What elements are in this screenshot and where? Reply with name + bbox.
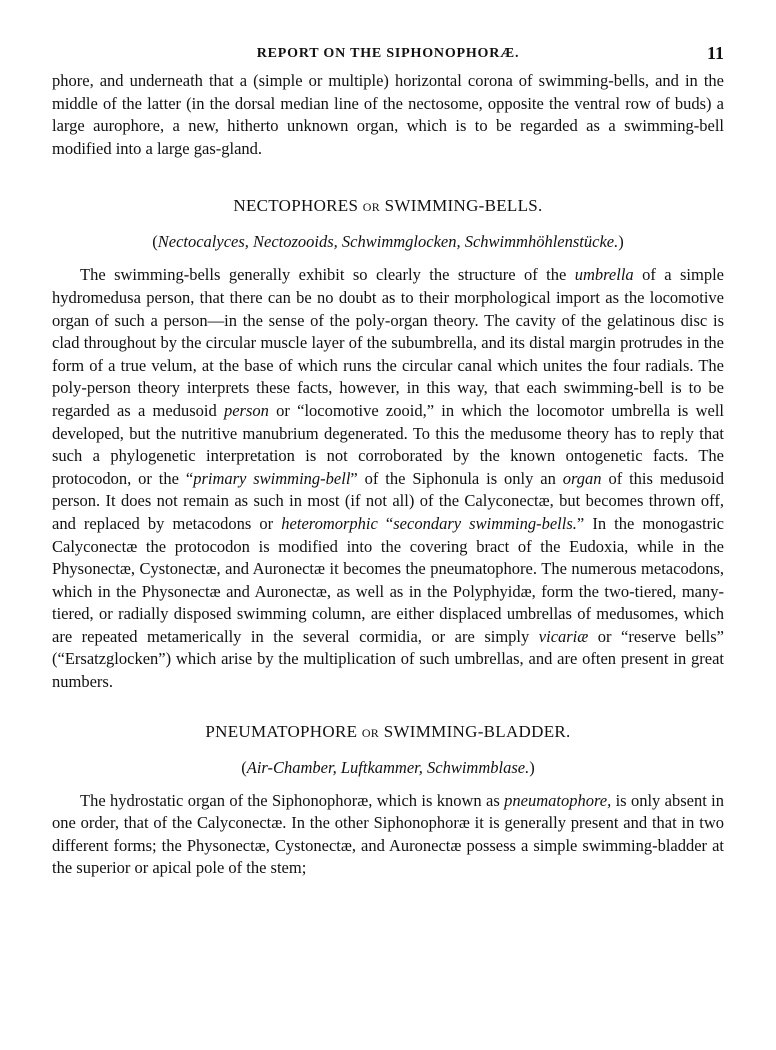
text-run: is only absent in one order, that of the Calyconectæ. In the other Siphonophoræ it is generally present and that in two different forms; the Physonectæ, Cystonectæ, and Auronectæ possess a simple swimming-bladder at the superior or apical pole of the stem; (52, 790, 725, 878)
text-run: ” In the monogastric Calyconectæ the protocodon is modified into the covering bract of the Eudoxia, while in the Physonectæ, Cystonectæ, and Auronectæ it becomes the pneumatophore. The numerous metacodons, which in the Physonectæ and Auronectæ, as well as in the Polyphyidæ, form the two-tiered, many-tiered, or radially disposed swimming column, are either displaced umbrellas of medusomes, which are repeated metamerically in the several cormidia, or are simply (52, 513, 725, 646)
page-number: 11 (706, 43, 724, 63)
heading-or: OR (361, 725, 380, 740)
synonyms-text: Air-Chamber, Luftkammer, Schwimmblase. (246, 757, 530, 777)
text-run: The swimming-bells generally exhibit so clearly the structure of the (80, 265, 575, 285)
text-run: or “locomotive zooid,” in which the locomotor umbrella is well developed, but the nutritive manubrium degenerated. To this the medusome theory has to reply that such a phylogenetic interpretation is not corroborated by the known ontogenetic facts. The protocodon, or the “ (52, 400, 724, 488)
text-run: “ (377, 513, 394, 533)
heading-main: NECTOPHORES (233, 196, 359, 216)
italic-term: secondary swimming-bells. (393, 513, 577, 533)
heading-rest: SWIMMING-BELLS. (384, 196, 543, 216)
italic-term: person (223, 400, 269, 420)
section-heading-nectophores (52, 196, 724, 216)
italic-term: organ (562, 468, 602, 488)
section-heading-pneumatophore (52, 722, 724, 742)
running-head (52, 40, 724, 70)
nectophores-paragraph (52, 264, 724, 693)
paren-open: ( (241, 757, 247, 777)
page (52, 40, 724, 880)
heading-or: OR (362, 200, 381, 215)
italic-term: umbrella (574, 265, 634, 285)
italic-term: vicariæ (538, 626, 589, 646)
running-title: REPORT ON THE SIPHONOPHORÆ. (256, 46, 520, 61)
italic-term: primary swimming-bell (193, 468, 351, 488)
synonyms-pneumatophore (52, 758, 724, 778)
text-run: The hydrostatic organ of the Siphonophoræ, which is known as (80, 790, 505, 810)
italic-term: heteromorphic (281, 513, 378, 533)
text-run: of a simple hydromedusa person, that there can be no doubt as to their morphological import as the locomotive organ of such a person—in the sense of the poly-organ theory. The cavity of the gelatinous disc is clad throughout by the circular muscle layer of the subumbrella, and its distal margin protrudes in the form of a true velum, at the base of which runs the circular canal which unites the four radials. The poly-person theory interprets these facts, however, in this way, that each swimming-bell is to be regarded as a medusoid (52, 265, 724, 420)
text-run: or “reserve bells” (“Ersatzglocken”) which arise by the multiplication of such umbrellas, and are often present in great numbers. (52, 626, 724, 692)
text-run: ” of the Siphonula is only an (350, 468, 563, 488)
opening-paragraph: phore, and underneath that a (simple or multiple) horizontal corona of swimming-bells, and in the middle of the latter (in the dorsal median line of the nectosome, opposite the ventral row of buds) a large aurophore, a new, hitherto unknown organ, which is to be regarded as a swimming-bell modified into a large gas-gland. (52, 71, 724, 158)
heading-main: PNEUMATOPHORE (205, 721, 358, 741)
text-run: of this medusoid person. It does not remain as such in most (if not all) of the Calyconectæ, but becomes thrown off, and replaced by metacodons or (52, 468, 724, 533)
paren-close: ) (529, 757, 535, 777)
italic-term: pneumatophore, (504, 790, 612, 810)
paren-close: ) (618, 232, 624, 252)
synonyms-text: Nectocalyces, Nectozooids, Schwimmglocken, Schwimmhöhlenstücke. (157, 232, 619, 252)
pneumatophore-paragraph (52, 790, 724, 880)
heading-rest: SWIMMING-BLADDER. (383, 721, 571, 741)
paren-open: ( (152, 232, 158, 252)
synonyms-nectophores (52, 232, 724, 252)
